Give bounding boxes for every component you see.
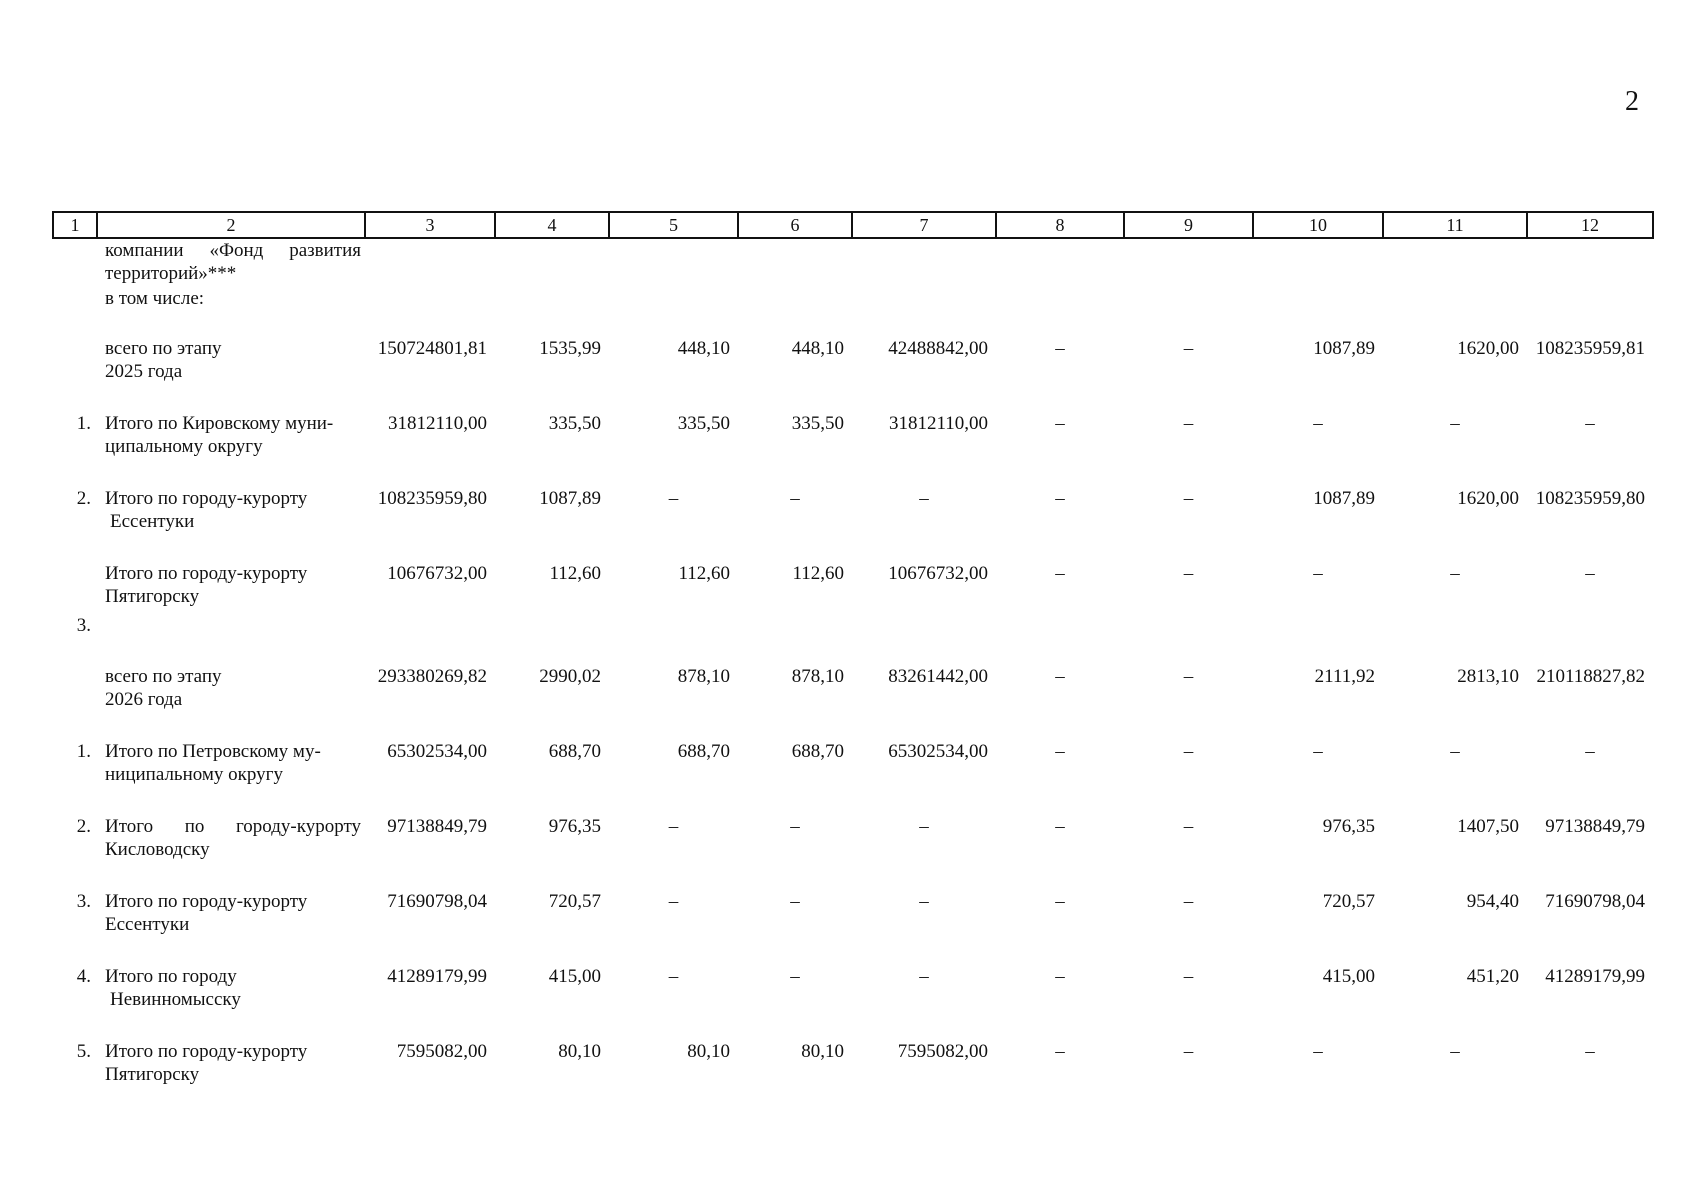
row-label-line: Итого по Кировскому муни- xyxy=(105,413,334,434)
table-cell-col-9: – xyxy=(1183,1041,1194,1062)
table-cell-col-6: 335,50 xyxy=(791,413,844,434)
header-row xyxy=(53,212,1653,238)
continuation-row xyxy=(53,238,1653,287)
table-cell-col-11: – xyxy=(1450,741,1460,762)
table-cell-col-10: – xyxy=(1313,413,1323,434)
table-row xyxy=(53,965,1653,1040)
table-cell-col-5: – xyxy=(668,966,679,987)
table-cell-col-7: 42488842,00 xyxy=(888,338,988,359)
row-number xyxy=(53,337,97,412)
table-cell-col-9: – xyxy=(1183,413,1194,434)
column-header: 6 xyxy=(738,212,852,238)
including-row xyxy=(53,287,1653,337)
table-cell-col-6: – xyxy=(790,488,800,509)
table-cell-col-10: 1087,89 xyxy=(1313,488,1375,509)
table-cell-col-8: – xyxy=(1055,966,1065,987)
table-cell-col-7: – xyxy=(919,488,929,509)
continuation-label xyxy=(97,238,365,287)
table-cell-col-12: 108235959,80 xyxy=(1535,488,1645,509)
row-label-line: Кисловодску xyxy=(105,839,210,860)
table-cell-col-3: 293380269,82 xyxy=(377,666,487,687)
table-cell-col-4: 335,50 xyxy=(548,413,601,434)
table-cell-col-3: 7595082,00 xyxy=(396,1041,487,1062)
table-cell-col-3: 150724801,81 xyxy=(377,338,487,359)
table-cell-col-5: 80,10 xyxy=(687,1041,730,1062)
table-cell-col-11: – xyxy=(1450,1041,1460,1062)
column-header: 2 xyxy=(97,212,365,238)
table-cell-col-8: – xyxy=(1055,816,1065,837)
table-cell-col-3: 108235959,80 xyxy=(377,488,487,509)
table-cell-col-6: 688,70 xyxy=(791,741,844,762)
table-cell-col-12: – xyxy=(1585,563,1595,584)
table-cell-col-10: 976,35 xyxy=(1322,816,1375,837)
table-cell-col-10: – xyxy=(1313,1041,1323,1062)
table-cell-col-4: 976,35 xyxy=(548,816,601,837)
table-cell-col-3: 65302534,00 xyxy=(387,741,487,762)
row-number: 2. xyxy=(76,488,91,509)
table-cell-col-12: 71690798,04 xyxy=(1545,891,1645,912)
table-cell-col-11: 1407,50 xyxy=(1457,816,1519,837)
table-cell-col-4: 80,10 xyxy=(558,1041,601,1062)
row-label-line: Итого по городу-курорту xyxy=(105,563,308,584)
table-cell-col-12: 108235959,81 xyxy=(1535,338,1645,359)
table-cell-col-7: 7595082,00 xyxy=(897,1041,988,1062)
table-cell-col-6: 112,60 xyxy=(792,563,844,584)
continuation-line: компании «Фонд развития xyxy=(105,240,361,261)
table-cell-col-5: 112,60 xyxy=(678,563,730,584)
row-label xyxy=(97,890,365,965)
table-cell-col-11: 1620,00 xyxy=(1457,488,1519,509)
table-cell-col-12: 41289179,99 xyxy=(1545,966,1645,987)
row-label xyxy=(97,740,365,815)
table-cell-col-10: – xyxy=(1313,741,1323,762)
row-label-line: Невинномысску xyxy=(110,989,241,1010)
column-header: 1 xyxy=(53,212,97,238)
row-label-line: всего по этапу xyxy=(105,338,222,359)
table-row xyxy=(53,487,1653,562)
table-cell-col-5: 878,10 xyxy=(677,666,730,687)
column-header: 7 xyxy=(852,212,996,238)
row-label-line: 2026 года xyxy=(105,689,183,710)
table-cell-col-12: – xyxy=(1585,1041,1595,1062)
table-row xyxy=(53,815,1653,890)
table-cell-col-7: 31812110,00 xyxy=(888,413,988,434)
table-row xyxy=(53,562,1653,665)
table-cell-col-10: 415,00 xyxy=(1322,966,1375,987)
table-cell-col-4: 1087,89 xyxy=(539,488,601,509)
column-header: 8 xyxy=(996,212,1124,238)
table-row xyxy=(53,890,1653,965)
table-cell-col-8: – xyxy=(1055,338,1065,359)
continuation-line: территорий»*** xyxy=(105,263,237,284)
table-cell-col-11: – xyxy=(1450,563,1460,584)
table-cell-col-11: 954,40 xyxy=(1466,891,1519,912)
table-cell-col-9: – xyxy=(1183,488,1194,509)
table-cell-col-7: 83261442,00 xyxy=(888,666,988,687)
row-label-line: Ессентуки xyxy=(105,914,190,935)
table-cell-col-4: 1535,99 xyxy=(539,338,601,359)
row-label xyxy=(97,815,365,890)
row-label xyxy=(97,965,365,1040)
row-label-line: Итого по городу-курорту xyxy=(105,891,308,912)
column-header: 10 xyxy=(1253,212,1383,238)
table-cell-col-8: – xyxy=(1055,563,1065,584)
table-cell-col-3: 31812110,00 xyxy=(387,413,487,434)
table-cell-col-5: – xyxy=(668,488,679,509)
table-cell-col-5: 448,10 xyxy=(677,338,730,359)
row-label xyxy=(97,1040,365,1115)
row-label xyxy=(97,487,365,562)
table-row xyxy=(53,1040,1653,1115)
table-cell-col-10: 1087,89 xyxy=(1313,338,1375,359)
table-cell-col-9: – xyxy=(1183,741,1194,762)
table-cell-col-8: – xyxy=(1055,488,1065,509)
table-cell-col-11: 451,20 xyxy=(1466,966,1519,987)
table-cell-col-7: 65302534,00 xyxy=(888,741,988,762)
table-cell-col-8: – xyxy=(1055,741,1065,762)
column-header: 9 xyxy=(1124,212,1253,238)
table-cell-col-7: – xyxy=(919,891,929,912)
row-label-line: ниципальному округу xyxy=(105,764,283,785)
table-cell-col-9: – xyxy=(1183,563,1194,584)
column-header: 12 xyxy=(1527,212,1653,238)
row-number: 3. xyxy=(76,891,91,912)
row-label-line: 2025 года xyxy=(105,361,183,382)
row-label-line: Итого по городу-курорту xyxy=(105,488,308,509)
table-cell-col-9: – xyxy=(1183,338,1194,359)
table-cell-col-6: – xyxy=(790,816,800,837)
table-cell-col-11: 2813,10 xyxy=(1457,666,1519,687)
table-cell-col-3: 41289179,99 xyxy=(387,966,487,987)
table-cell-col-5: 688,70 xyxy=(677,741,730,762)
table-row xyxy=(53,665,1653,740)
table-row xyxy=(53,412,1653,487)
row-number: 4. xyxy=(76,966,91,987)
including-label: в том числе: xyxy=(105,288,205,309)
table-cell-col-5: – xyxy=(668,891,679,912)
table-cell-col-7: – xyxy=(919,966,929,987)
row-label xyxy=(97,562,365,665)
table-cell-col-6: – xyxy=(790,891,800,912)
table-cell-col-9: – xyxy=(1183,666,1194,687)
page-number: 2 xyxy=(1625,86,1639,117)
row-number: 2. xyxy=(76,816,91,837)
row-label-line: Итого по городу-курорту xyxy=(105,816,361,837)
row-number: 1. xyxy=(76,413,91,434)
row-label-line: Итого по Петровскому му- xyxy=(105,741,321,762)
table-cell-col-4: 2990,02 xyxy=(539,666,601,687)
table-cell-col-5: 335,50 xyxy=(677,413,730,434)
table-cell-col-3: 10676732,00 xyxy=(387,563,487,584)
table-cell-col-9: – xyxy=(1183,816,1194,837)
table-cell-col-8: – xyxy=(1055,891,1065,912)
data-table xyxy=(52,211,1654,1115)
table-cell-col-7: 10676732,00 xyxy=(888,563,988,584)
row-number: 5. xyxy=(76,1041,91,1062)
table-cell-col-10: 720,57 xyxy=(1322,891,1375,912)
table-cell-col-10: 2111,92 xyxy=(1314,666,1375,687)
column-header: 3 xyxy=(365,212,495,238)
row-label-line: Пятигорску xyxy=(105,1064,200,1085)
row-number xyxy=(53,665,97,740)
table-row xyxy=(53,740,1653,815)
table-cell-col-11: – xyxy=(1450,413,1460,434)
table-cell-col-10: – xyxy=(1313,563,1323,584)
table-cell-col-6: – xyxy=(790,966,800,987)
table-cell-col-12: – xyxy=(1585,741,1595,762)
table-row xyxy=(53,337,1653,412)
table-cell-col-8: – xyxy=(1055,413,1065,434)
table-cell-col-5: – xyxy=(668,816,679,837)
table-cell-col-8: – xyxy=(1055,1041,1065,1062)
table-cell-col-9: – xyxy=(1183,891,1194,912)
table-cell-col-6: 878,10 xyxy=(791,666,844,687)
row-label-line: Ессентуки xyxy=(110,511,195,532)
table-cell-col-11: 1620,00 xyxy=(1457,338,1519,359)
column-header: 11 xyxy=(1383,212,1527,238)
table-cell-col-4: 720,57 xyxy=(548,891,601,912)
row-label-line: Пятигорску xyxy=(105,586,200,607)
row-label-line: всего по этапу xyxy=(105,666,222,687)
row-number: 1. xyxy=(76,741,91,762)
table-cell-col-6: 448,10 xyxy=(791,338,844,359)
table-cell-col-12: – xyxy=(1585,413,1595,434)
table-cell-col-3: 97138849,79 xyxy=(387,816,487,837)
table-cell-col-8: – xyxy=(1055,666,1065,687)
row-label-line: Итого по городу xyxy=(105,966,237,987)
table-cell-col-12: 97138849,79 xyxy=(1545,816,1645,837)
column-header: 5 xyxy=(609,212,738,238)
table-cell-col-4: 688,70 xyxy=(548,741,601,762)
row-label-line: ципальному округу xyxy=(105,436,263,457)
row-label xyxy=(97,665,365,740)
row-number: 3. xyxy=(76,615,91,636)
table-cell-col-4: 112,60 xyxy=(549,563,601,584)
table-cell-col-7: – xyxy=(919,816,929,837)
column-header: 4 xyxy=(495,212,609,238)
table-cell-col-12: 210118827,82 xyxy=(1536,666,1645,687)
table-cell-col-9: – xyxy=(1183,966,1194,987)
row-label xyxy=(97,412,365,487)
table-cell-col-6: 80,10 xyxy=(801,1041,844,1062)
table-cell-col-3: 71690798,04 xyxy=(387,891,487,912)
row-label xyxy=(97,337,365,412)
row-label-line: Итого по городу-курорту xyxy=(105,1041,308,1062)
table-cell-col-4: 415,00 xyxy=(548,966,601,987)
